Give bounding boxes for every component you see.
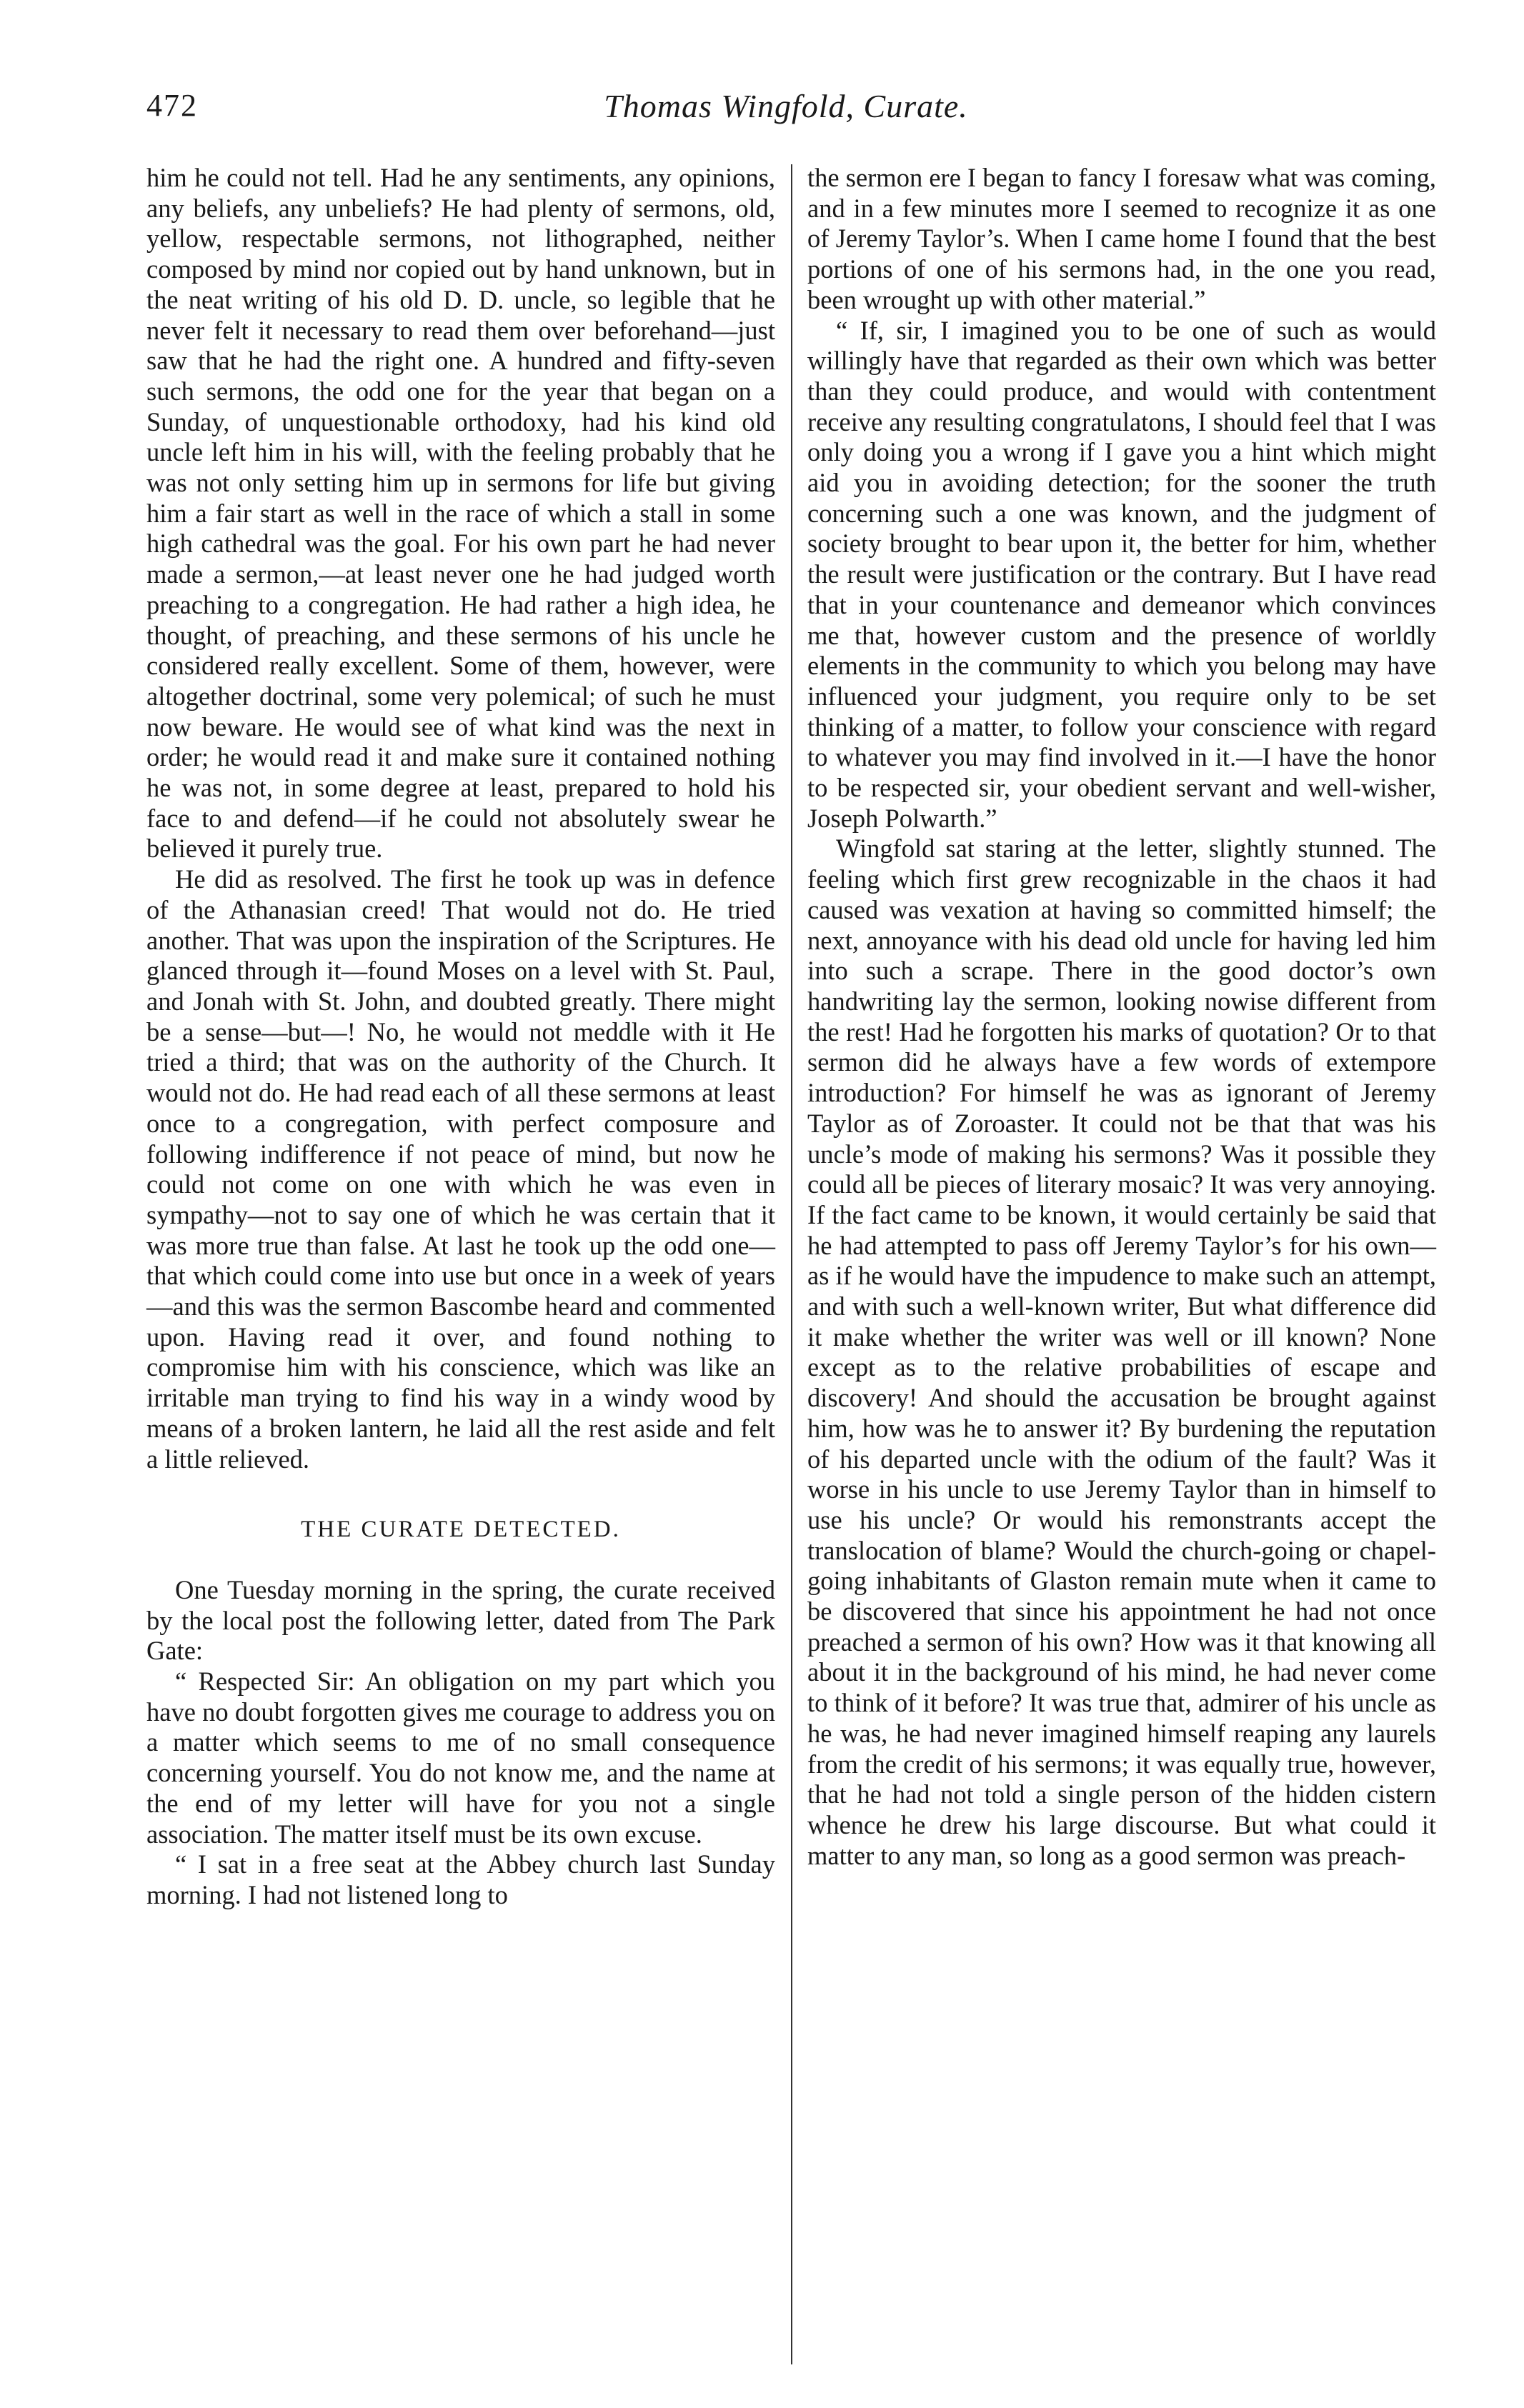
paragraph: He did as resolved. The first he took up was in defence of the Athanasian creed! That would not do. He tried another. That was upon the inspiration of the Scriptures. He glanced through it—found Moses on a level with St. Paul, and Jonah with St. John, and doubted greatly. There might be a sense—but—! No, he would not meddle with it He tried a third; that was on the authority of the Church. It would not do. He had read each of all these sermons at least once to a congregation, with perfect composure and following indifference if not peace of mind, but now he could not come on one with which he was even in sympathy—not to say one of which he was certain that it was more true than false. At last he took up the odd one—that which could come into use but once in a week of years—and this was the sermon Bascombe heard and commented upon. Having read it over, and found nothing to compromise him with his conscience, which was like an irritable man trying to find his way in a windy wood by means of a broken lantern, he laid all the rest aside and felt a little relieved. bbox=[146, 864, 775, 1474]
letter-paragraph: “ I sat in a free seat at the Abbey church last Sunday morning. I had not listened long to bbox=[146, 1849, 775, 1909]
paragraph: Wingfold sat staring at the letter, slightly stunned. The feeling which first grew recognizable in the chaos it had caused was vexation at having so committed himself; the next, annoyance with his dead old uncle for having led him into such a scrape. There in the good doctor’s own handwriting lay the sermon, looking nowise different from the rest! Had he forgotten his marks of quotation? Or to that sermon did he always have a few words of extempore introduction? For himself he was as ignorant of Jeremy Taylor as of Zoroaster. It could not be that that was his uncle’s mode of making his sermons? Was it possible they could all be pieces of literary mosaic? It was very annoying. If the fact came to be known, it would certainly be said that he had attempted to pass off Jeremy Taylor’s for his own—as if he would have the impudence to make such an attempt, and with such a well-known writer, But what difference did it make whether the writer was well or ill known? None except as to the relative probabilities of escape and discovery! And should the accusation be brought against him, how was he to answer it? By burdening the reputation of his departed uncle with the odium of the fault? Was it worse in his uncle to use Jeremy Taylor than in himself to use his uncle? Or would his remonstrants accept the translocation of blame? Would the church-going or chapel-going inhabitants of Glaston remain mute when it came to be discovered that since his appointment he had not once preached a sermon of his own? How was it that knowing all about it in the background of his mind, he had never come to think of it before? It was true that, admirer of his uncle as he was, he had never imagined himself reaping any laurels from the credit of his sermons; it was equally true, however, that he had not told a single person of the hidden cistern whence he drew his large discourse. But what could it matter to any man, so long as a good sermon was preach- bbox=[807, 834, 1436, 1870]
running-head bbox=[146, 87, 1425, 137]
section-heading: THE CURATE DETECTED. bbox=[301, 1517, 621, 1543]
letter-paragraph: “ If, sir, I imagined you to be one of such as would willingly have that regarded as their own which was better than they could produce, and would with contentment receive any resulting congratulatons, I should feel that I was only doing you a wrong if I gave you a hint which might aid you in avoiding detection; for the sooner the truth concerning such a one was known, and the judgment of society brought to bear upon it, the better for him, whether the result were justification or the contrary. But I have read that in your countenance and demeanor which convinces me that, however custom and the presence of worldly elements in the community to which you belong may have influenced your judgment, you require only to be set thinking of a matter, to follow your conscience with regard to whatever you may find involved in it.—I have the honor to be respected sir, your obedient servant and well-wisher, Joseph Polwarth.” bbox=[807, 315, 1436, 833]
page-number: 472 bbox=[146, 88, 198, 123]
paragraph: him he could not tell. Had he any sentiments, any opinions, any beliefs, any unbeliefs? He had plenty of sermons, old, yellow, respectable sermons, not lithographed, neither composed by mind nor copied out by hand unknown, but in the neat writing of his old D. D. uncle, so legible that he never felt it necessary to read them over beforehand—just saw that he had the right one. A hundred and fifty-seven such sermons, the odd one for the year that began on a Sunday, of unquestionable orthodoxy, had his kind old uncle left him in his will, with the feeling probably that he was not only setting him up in sermons for life but giving him a fair start as well in the race of which a stall in some high cathedral was the goal. For his own part he had never made a sermon,—at least never one he had judged worth preaching to a congregation. He had rather a high idea, he thought, of preaching, and these sermons of his uncle he considered really excellent. Some of them, however, were altogether doctrinal, some very polemical; of such he must now beware. He would see of what kind was the next in order; he would read it and make sure it contained nothing he was not, in some degree at least, prepared to hold his face to and defend—if he could not absolutely swear he believed it purely true. bbox=[146, 163, 775, 864]
letter-paragraph: “ Respected Sir: An obligation on my part which you have no doubt forgotten gives me courage to address you on a matter which seems to me of no small consequence concerning yourself. You do not know me, and the name at the end of my letter will have for you not a single association. The matter itself must be its own excuse. bbox=[146, 1667, 775, 1849]
column-divider bbox=[791, 164, 792, 2364]
left-column bbox=[146, 163, 775, 1911]
running-title: Thomas Wingfold, Curate. bbox=[604, 88, 968, 124]
paragraph: One Tuesday morning in the spring, the curate received by the local post the following letter, dated from The Park Gate: bbox=[146, 1574, 775, 1666]
letter-paragraph: the sermon ere I began to fancy I foresaw what was coming, and in a few minutes more I seemed to recognize it as one of Jeremy Taylor’s. When I came home I found that the best portions of one of his sermons had, in the one you read, been wrought up with other material.” bbox=[807, 163, 1436, 314]
right-column bbox=[807, 163, 1436, 1871]
